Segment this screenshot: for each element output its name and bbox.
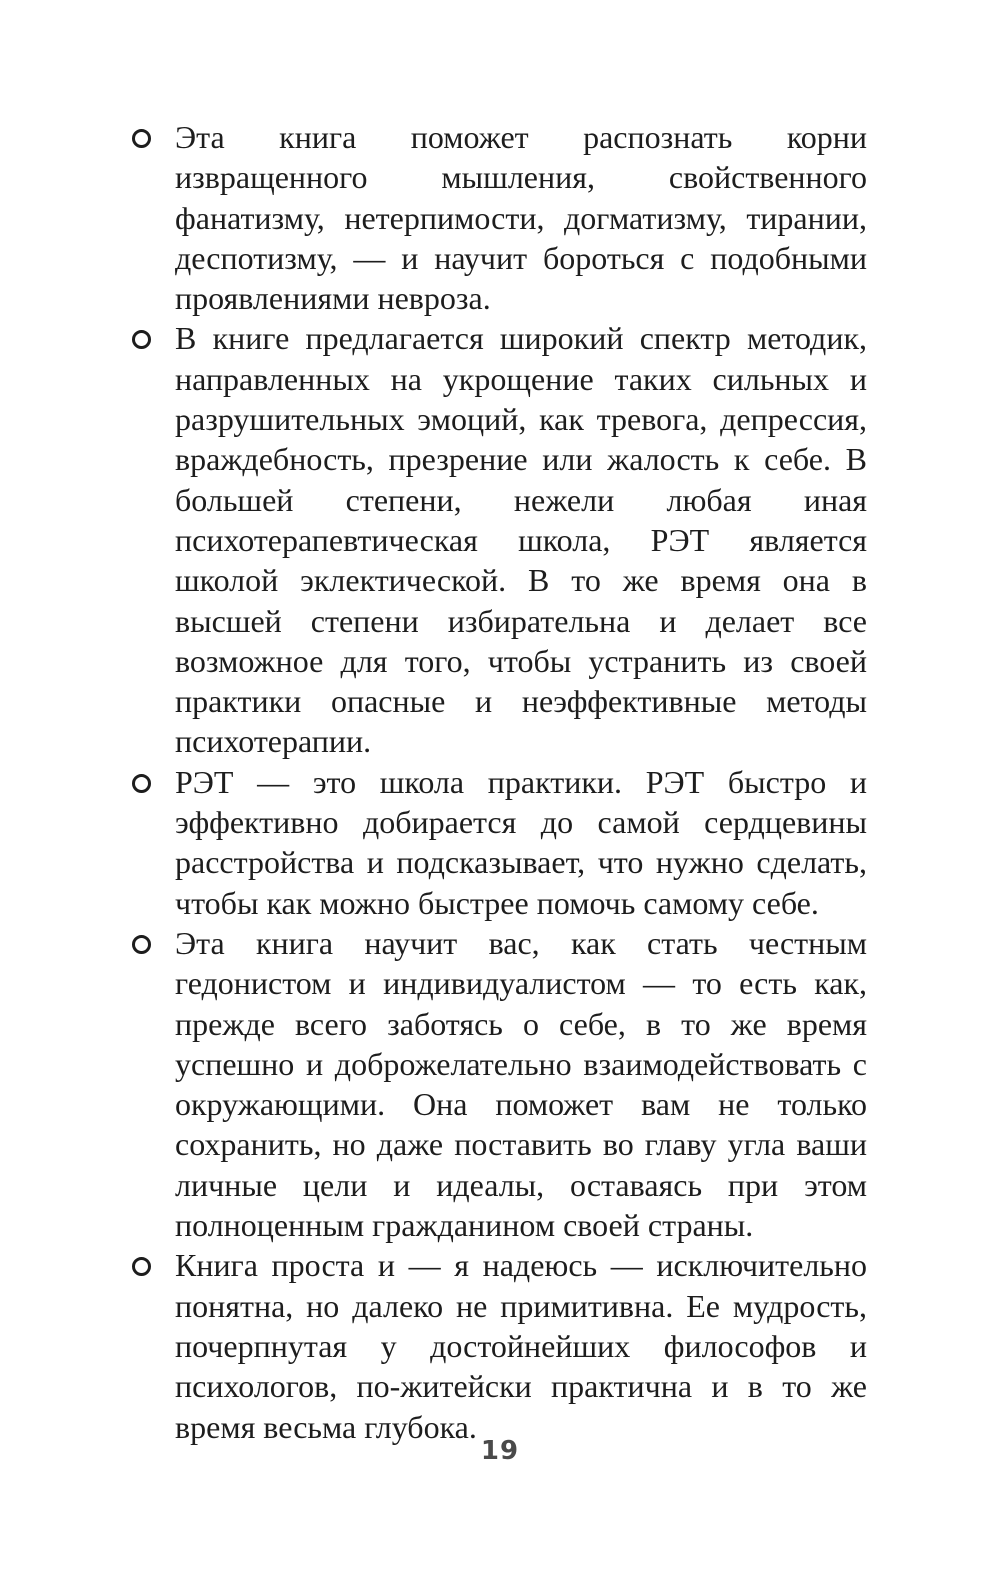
hollow-circle-bullet-icon [132, 1257, 151, 1276]
bullet-text: Эта книга научит вас, как стать честным гедонистом и индивидуалистом — то есть как, прежде всего заботясь о себе, в то же время успешно и доброжелательно взаимодействовать с окружающими. Она поможет вам не только сохранить, но даже поставить во главу угла ваши личные цели и идеалы, оставаясь при этом полноценным гражданином своей страны. [175, 924, 867, 1244]
list-item [175, 923, 867, 1245]
list-item [175, 762, 867, 923]
hollow-circle-bullet-icon [132, 129, 151, 148]
list-item [175, 1245, 867, 1446]
hollow-circle-bullet-icon [132, 935, 151, 954]
bullet-list [175, 117, 867, 1447]
list-item [175, 318, 867, 761]
list-item [175, 117, 867, 318]
bullet-text: Книга проста и — я надеюсь — исключительно понятна, но далеко не примитивна. Ее мудрость, почерпнутая у достойнейших философов и психологов, по-житейски практична и в то же время весьма глубока. [175, 1247, 867, 1445]
hollow-circle-bullet-icon [132, 330, 151, 349]
hollow-circle-bullet-icon [132, 774, 151, 793]
bullet-text: РЭТ — это школа практики. РЭТ быстро и эффективно добирается до самой сердцевины расстройства и подсказывает, что нужно сделать, чтобы как можно быстрее помочь самому себе. [175, 763, 867, 921]
bullet-text: Эта книга поможет распознать корни извращенного мышления, свойственного фанатизму, нетерпимости, догматизму, тирании, деспотизму, — и научит бороться с подобными проявлениями невроза. [175, 119, 867, 317]
page-number: 19 [480, 1436, 520, 1466]
bullet-text: В книге предлагается широкий спектр методик, направленных на укрощение таких сильных и разрушительных эмоций, как тревога, депрессия, враждебность, презрение или жалость к себе. В большей степени, нежели любая иная психотерапевтическая школа, РЭТ является школой эклектической. В то же время она в высшей степени избирательна и делает все возможное для того, чтобы устранить из своей практики опасные и неэффективные методы психотерапии. [175, 320, 867, 760]
